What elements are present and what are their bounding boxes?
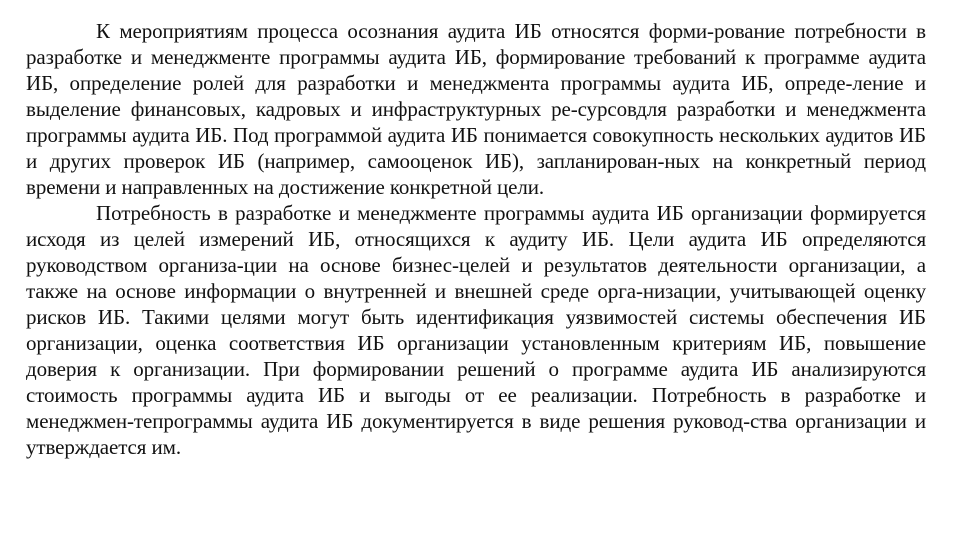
paragraph-audit-program-need: Потребность в разработке и менеджменте программы аудита ИБ организации формируется исходя из целей измерений ИБ, относящихся к аудиту ИБ. Цели аудита ИБ определяются руководством организа-ции на основе бизнес-целей и результатов деятельности организации, а также на основе информации о внутренней и внешней среде орга-низации, учитывающей оценку рисков ИБ. Такими целями могут быть идентификация уязвимостей системы обеспечения ИБ организации, оценка соответствия ИБ организации установленным критериям ИБ, повышение доверия к организации. При формировании решений о программе аудита ИБ анализируются стоимость программы аудита ИБ и выгоды от ее реализации. Потребность в разработке и менеджмен-тепрограммы аудита ИБ документируется в виде решения руковод-ства организации и утверждается им. <box>26 201 926 459</box>
document-page <box>26 18 926 460</box>
paragraph-audit-awareness: К мероприятиям процесса осознания аудита ИБ относятся форми-рование потребности в разработке и менеджменте программы аудита ИБ, формирование требований к программе аудита ИБ, определение ролей для разработки и менеджмента программы аудита ИБ, опреде-ление и выделение финансовых, кадровых и инфраструктурных ре-сурсовдля разработки и менеджмента программы аудита ИБ. Под программой аудита ИБ понимается совокупность нескольких аудитов ИБ и других проверок ИБ (например, самооценок ИБ), запланирован-ных на конкретный период времени и направленных на достижение конкретной цели. <box>26 19 926 199</box>
